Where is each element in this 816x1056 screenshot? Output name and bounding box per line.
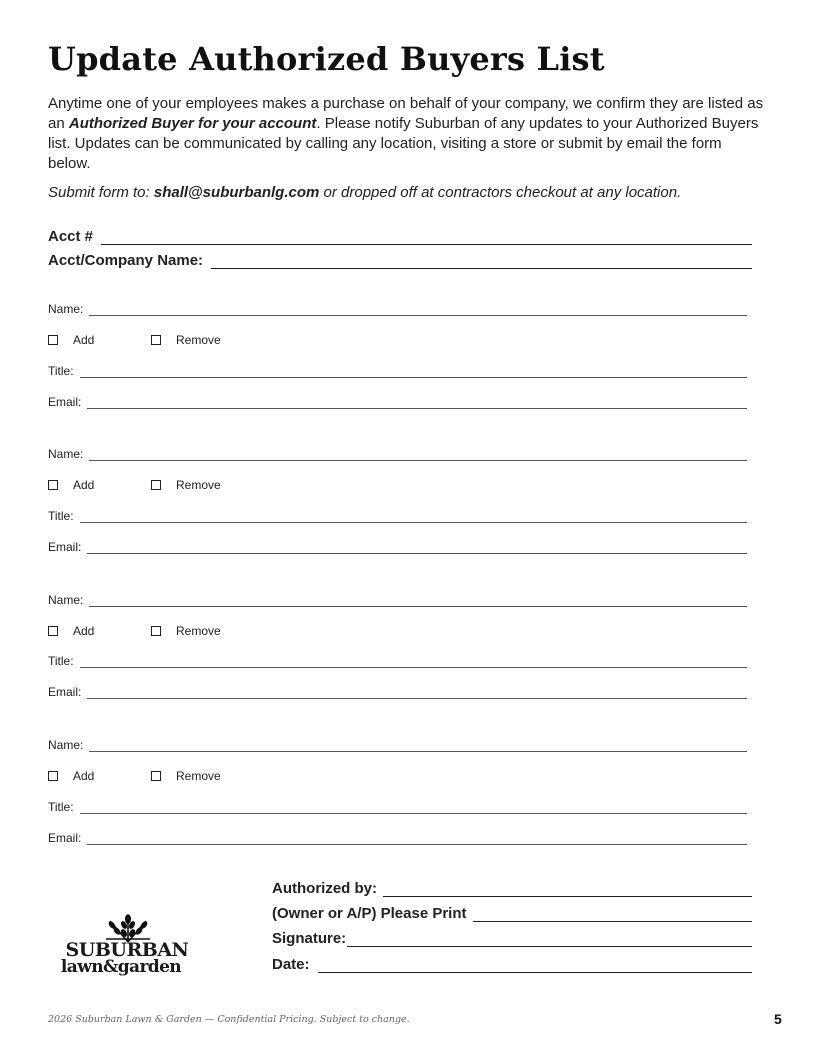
buyer-4-email-row (48, 831, 747, 845)
buyer-email-label: Email: (48, 395, 82, 409)
remove-label: Remove (176, 769, 221, 783)
submit-email-link[interactable]: shall@suburbanlg.com (153, 184, 320, 201)
buyer-title-field[interactable] (80, 367, 747, 378)
buyer-3-email-row (48, 685, 747, 699)
intro-text-2: . Please notify Suburban of any updates to your Authorized Buyers list. Updates can be communicated by calling any location, visiting a store or submit by email the form below. (48, 115, 759, 172)
footer-note: 2026 Suburban Lawn & Garden — Confidential Pricing. Subject to change. (48, 1014, 410, 1025)
intro-emphasis: Authorized Buyer for your account (68, 115, 317, 132)
authorized-by-row (272, 880, 752, 897)
buyer-2-name-row (48, 447, 747, 461)
buyer-1-email-row (48, 395, 747, 409)
checkbox-square-icon (48, 771, 58, 781)
buyer-name-label: Name: (48, 302, 84, 316)
date-field[interactable] (318, 958, 752, 973)
buyer-title-label: Title: (48, 654, 74, 668)
checkbox-square-icon (151, 335, 161, 345)
date-row (272, 956, 752, 973)
add-label: Add (73, 624, 95, 638)
remove-checkbox[interactable] (151, 624, 221, 638)
checkbox-square-icon (48, 335, 58, 345)
buyer-name-field[interactable] (89, 305, 747, 316)
submit-prefix: Submit form to: (48, 184, 154, 201)
suburban-logo (48, 912, 194, 982)
company-name-row (48, 252, 752, 269)
buyer-4-action-row (48, 769, 221, 783)
owner-print-label: (Owner or A/P) Please Print (272, 905, 467, 922)
remove-checkbox[interactable] (151, 333, 221, 347)
buyer-name-label: Name: (48, 738, 84, 752)
date-label: Date: (272, 956, 310, 973)
company-name-field[interactable] (211, 254, 752, 269)
buyer-4-name-row (48, 738, 747, 752)
acct-number-field[interactable] (101, 230, 752, 245)
remove-label: Remove (176, 478, 221, 492)
add-checkbox[interactable] (48, 478, 151, 492)
checkbox-square-icon (48, 626, 58, 636)
add-checkbox[interactable] (48, 624, 151, 638)
buyer-name-label: Name: (48, 593, 84, 607)
buyer-1-title-row (48, 364, 747, 378)
buyer-email-field[interactable] (87, 688, 747, 699)
buyer-title-field[interactable] (80, 657, 747, 668)
add-checkbox[interactable] (48, 333, 151, 347)
buyer-2-action-row (48, 478, 221, 492)
logo-wordmark-top: SUBURBAN (65, 939, 189, 961)
company-name-label: Acct/Company Name: (48, 252, 204, 269)
buyer-1-action-row (48, 333, 221, 347)
buyer-3-title-row (48, 654, 747, 668)
remove-checkbox[interactable] (151, 478, 221, 492)
buyer-title-label: Title: (48, 364, 74, 378)
buyer-title-field[interactable] (80, 512, 747, 523)
buyer-name-field[interactable] (89, 450, 747, 461)
signature-label: Signature: (272, 930, 347, 947)
intro-paragraph (48, 94, 768, 174)
buyer-name-field[interactable] (89, 741, 747, 752)
buyer-email-label: Email: (48, 540, 82, 554)
buyer-1-name-row (48, 302, 747, 316)
buyer-3-name-row (48, 593, 747, 607)
checkbox-square-icon (151, 626, 161, 636)
buyer-4-title-row (48, 800, 747, 814)
signature-field[interactable] (347, 932, 752, 947)
buyer-title-label: Title: (48, 800, 74, 814)
authorized-by-label: Authorized by: (272, 880, 377, 897)
intro-text-1: Anytime one of your employees makes a purchase on behalf of your company, we confirm they are listed as an (48, 95, 764, 132)
buyer-email-field[interactable] (87, 398, 747, 409)
buyer-name-label: Name: (48, 447, 84, 461)
buyer-email-field[interactable] (87, 834, 747, 845)
buyer-email-label: Email: (48, 685, 82, 699)
checkbox-square-icon (151, 771, 161, 781)
logo-wordmark-bottom: lawn&garden (60, 957, 182, 977)
buyer-title-field[interactable] (80, 803, 747, 814)
acct-number-label: Acct # (48, 228, 94, 245)
buyer-email-label: Email: (48, 831, 82, 845)
add-label: Add (73, 478, 95, 492)
buyer-email-field[interactable] (87, 543, 747, 554)
acct-number-row (48, 228, 752, 245)
buyer-title-label: Title: (48, 509, 74, 523)
owner-print-row (272, 905, 752, 922)
checkbox-square-icon (151, 480, 161, 490)
checkbox-square-icon (48, 480, 58, 490)
submit-instructions (48, 183, 768, 203)
submit-suffix: or dropped off at contractors checkout at any location. (319, 184, 682, 201)
remove-checkbox[interactable] (151, 769, 221, 783)
buyer-3-action-row (48, 624, 221, 638)
buyer-2-title-row (48, 509, 747, 523)
buyer-2-email-row (48, 540, 747, 554)
add-label: Add (73, 769, 95, 783)
page-number: 5 (774, 1011, 782, 1027)
remove-label: Remove (176, 624, 221, 638)
authorized-by-field[interactable] (383, 882, 752, 897)
add-label: Add (73, 333, 95, 347)
buyer-name-field[interactable] (89, 596, 747, 607)
add-checkbox[interactable] (48, 769, 151, 783)
remove-label: Remove (176, 333, 221, 347)
signature-row (272, 930, 752, 947)
owner-print-field[interactable] (473, 907, 753, 922)
page-title: Update Authorized Buyers List (48, 40, 605, 78)
